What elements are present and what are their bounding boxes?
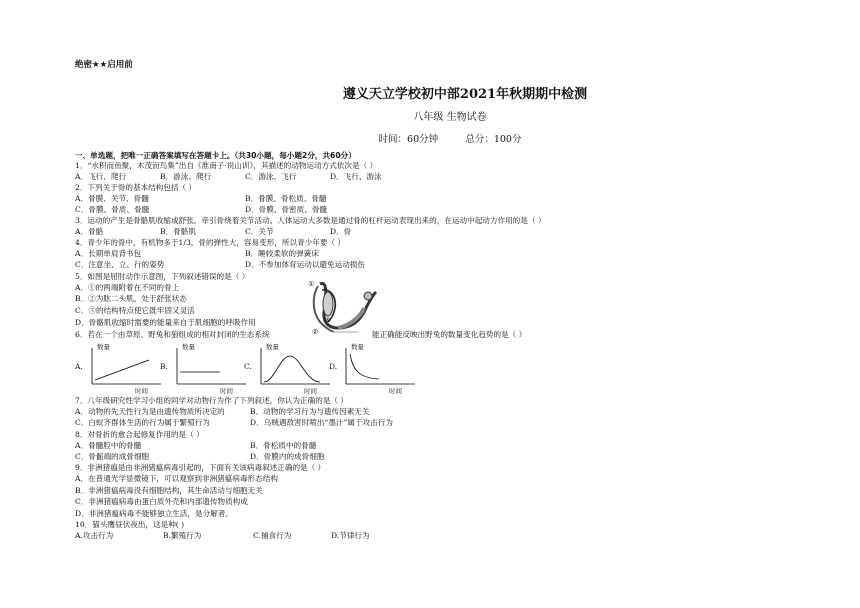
y-axis-label: 数量 [97,343,110,351]
question-2-stem: 2．下列关于骨的基本结构包括（ ） [75,183,197,192]
q7-option-a: A．动物的先天性行为是由遗传物质所决定的 [75,407,225,416]
question-8-stem: 8．对骨折的愈合起修复作用的是（ ） [75,430,204,439]
figure-label-2: ② [312,328,319,336]
question-6-stem-left: 6．若在一个由草原、野兔和狼组成的相对封闭的生态系统 [75,330,270,339]
q10-option-b: B.繁殖行为 [163,531,202,540]
exam-time-score [0,131,860,145]
q6-graph-c [244,342,334,394]
y-axis-label: 数量 [351,343,364,351]
q6-graph-d [329,342,419,394]
exam-score: 总分：100分 [465,134,522,145]
q2-option-c: C．骨膜、骨质、骨髓 [75,205,150,214]
q4-option-a: A．长期单肩背书包 [75,249,142,258]
figure-label-3: ③ [324,316,331,324]
x-axis-label: 时间 [389,387,402,395]
q2-option-a: A．骨膜、关节、骨髓 [75,194,149,203]
q6-option-b-label: B. [160,362,168,371]
q5-option-c: C．③的结构特点使它既牢固又灵活 [75,306,195,315]
q3-option-c: C．关节 [245,227,274,236]
question-9-stem: 9．非洲猪瘟是由非洲猪瘟病毒引起的，下面有关该病毒叙述正确的是（ ） [75,463,326,472]
q1-option-a: A．飞行、爬行 [75,172,127,181]
question-1-stem: 1．“水积而鱼聚，木茂而鸟集”出自《淮南子·说山训》，其描述的动物运动方式依次是（ ） [75,161,378,170]
q2-option-d: D．骨膜、骨密质、骨髓 [245,205,328,214]
q3-option-a: A．骨骼 [75,227,104,236]
q10-option-c: C.捕食行为 [253,531,292,540]
q4-option-d: D．不参加体育运动以避免运动损伤 [245,260,365,269]
q6-option-a-label: A. [75,362,83,371]
question-7-stem: 7．八年级研究性学习小组的同学对动物行为作了下列叙述，你认为正确的是（ ） [75,396,349,405]
x-axis-label: 时间 [220,387,233,395]
q3-option-d: D．骨 [330,227,352,236]
q5-option-a: A．①的两端附着在不同的骨上 [75,283,180,292]
q5-option-d: D．骨骼肌收缩时需要的能量来自于肌细胞的呼吸作用 [75,318,256,327]
y-axis-label: 数量 [266,343,279,351]
q9-option-d: D．非洲猪瘟病毒不能够独立生活，是分解者。 [75,509,233,518]
q1-option-c: C．游泳、飞行 [245,172,297,181]
q4-option-c: C．注意坐、立、行的姿势 [75,260,165,269]
x-axis-label: 时间 [304,387,317,395]
q1-option-b: B．游泳、爬行 [160,172,212,181]
q6-option-c-label: C. [244,362,252,371]
y-axis-label: 数量 [182,343,195,351]
question-6-stem-right: 能正确能反映出野兔的数量变化趋势的是（ ） [372,330,527,339]
q3-option-b: B．骨骼肌 [160,227,196,236]
exam-subtitle: 八年级 生物试卷 [413,112,487,123]
q6-option-d-label: D. [329,362,338,371]
q2-option-b: B．骨膜、骨松质、骨髓 [245,194,327,203]
q8-option-d: D．骨膜内的成骨细胞 [250,452,325,461]
question-10-stem: 10．猫头鹰昼伏夜出，这是种( ) [75,520,185,529]
question-3-stem: 3．运动的产生是骨骼肌收缩或舒张，牵引骨绕着关节活动。人体运动大多数是通过骨的杠杆运动表现出来的，在运动中起动力作用的是（ ） [75,216,546,225]
figure-label-1: ① [308,280,315,288]
q8-option-c: C．骨骺端的成骨细胞 [75,452,150,461]
section-heading: 一、单选题，把唯一正确答案填写在答题卡上。（共30小题，每小题2分，共60分） [75,151,356,160]
x-axis-label: 时间 [135,387,148,395]
elbow-flexion-figure [298,278,380,346]
confidential-mark: 绝密★★启用前 [75,60,133,70]
q10-option-a: A.攻击行为 [75,531,114,540]
q8-option-b: B．骨松质中的骨髓 [250,441,317,450]
q7-option-d: D．乌贼遇敌害时喷出“墨汁”属于攻击行为 [250,418,393,427]
q9-option-c: C．非洲猪瘟病毒由蛋白质外壳和内部遗传物质构成 [75,497,248,506]
q6-graph-b [160,342,250,394]
exam-title: 遵义天立学校初中部2021年秋期期中检测 [342,87,588,102]
q7-option-c: C．白蚁齐群体生活的行为属于繁殖行为 [75,418,210,427]
q1-option-d: D．飞行、游泳 [330,172,382,181]
q7-option-b: B．动物的学习行为与遗传因素无关 [250,407,370,416]
q5-option-b: B．②为肱二头肌，处于舒张状态 [75,294,187,303]
exam-time: 时间：60分钟 [378,134,439,145]
q6-graph-a [75,342,165,394]
q8-option-a: A．骨髓腔中的骨髓 [75,441,142,450]
q9-option-b: B．非洲猪瘟病毒没有细胞结构，其生命活动与细胞无关 [75,486,263,495]
q4-option-b: B．睡较柔软的弹簧床 [245,249,319,258]
q10-option-d: D.节律行为 [331,531,370,540]
question-4-stem: 4．青少年的骨中，有机物多于1/3，骨的弹性大，容易变形，所以青少年要（ ） [75,238,346,247]
question-5-stem: 5．如图是屈肘动作示意图，下列叙述错误的是（ ） [75,272,250,281]
q9-option-a: A．在普通光学显微镜下，可以观察到非洲猪瘟病毒形态结构 [75,474,278,483]
